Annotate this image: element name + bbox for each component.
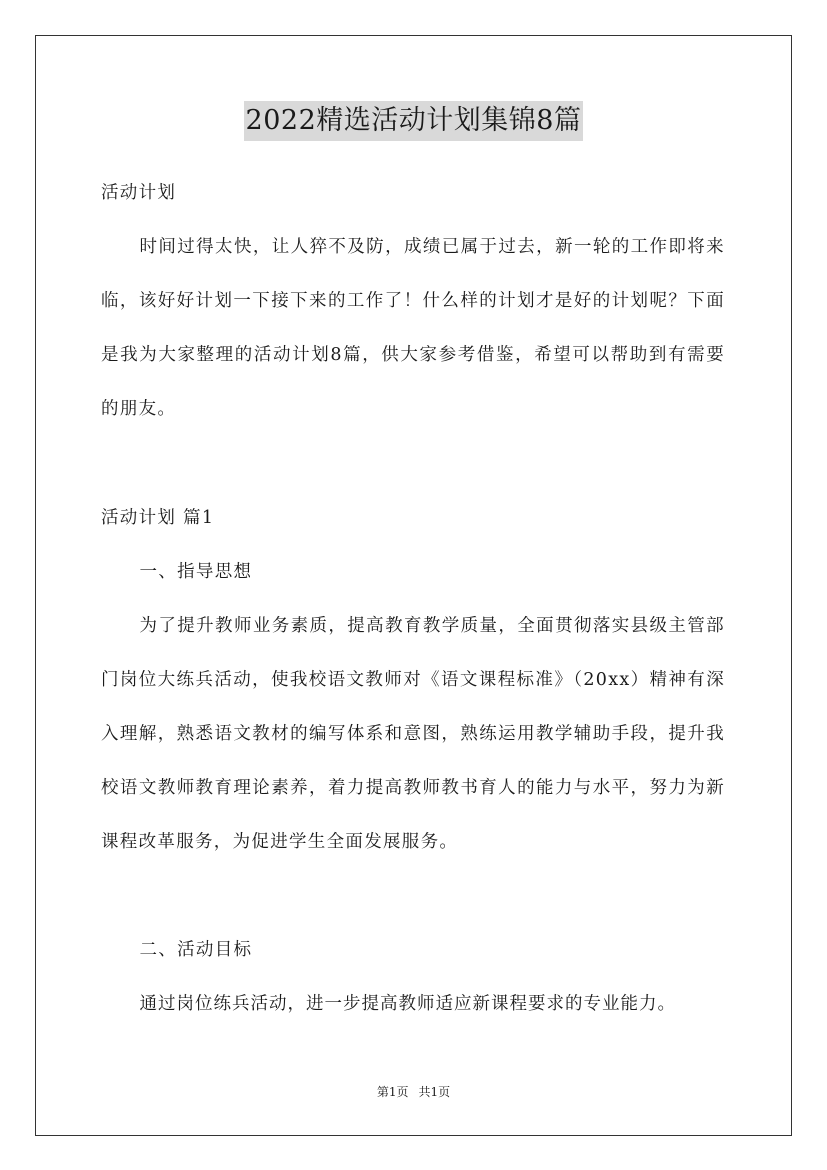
intro-paragraph: 时间过得太快，让人猝不及防，成绩已属于过去，新一轮的工作即将来临，该好好计划一下接下来的工作了！什么样的计划才是好的计划呢？下面是我为大家整理的活动计划8篇，供大家参考借鉴，希望可以帮助到有需要的朋友。 [101,237,725,419]
body-paragraph-guiding-ideology: 为了提升教师业务素质，提高教育教学质量，全面贯彻落实县级主管部门岗位大练兵活动，使我校语文教师对《语文课程标准》（20xx）精神有深入理解，熟悉语文教材的编写体系和意图，熟练运用教学辅助手段，提升我校语文教师教育理论素养，着力提高教师教书育人的能力与水平，努力为新课程改革服务，为促进学生全面发展服务。 [101,616,725,852]
page-number-label: 第1页 [376,1085,409,1099]
subheading-guiding-ideology: 一、指导思想 [139,562,253,582]
page-footer [0,1083,827,1101]
title-wrap [0,101,827,141]
subheading-activity-goals: 二、活动目标 [139,940,253,960]
document-title: 2022精选活动计划集锦8篇 [244,101,584,141]
part-heading: 活动计划 篇1 [101,508,215,528]
section-heading: 活动计划 [101,183,177,203]
total-pages-label: 共1页 [418,1085,451,1099]
body-paragraph-activity-goals: 通过岗位练兵活动，进一步提高教师适应新课程要求的专业能力。 [139,994,676,1014]
